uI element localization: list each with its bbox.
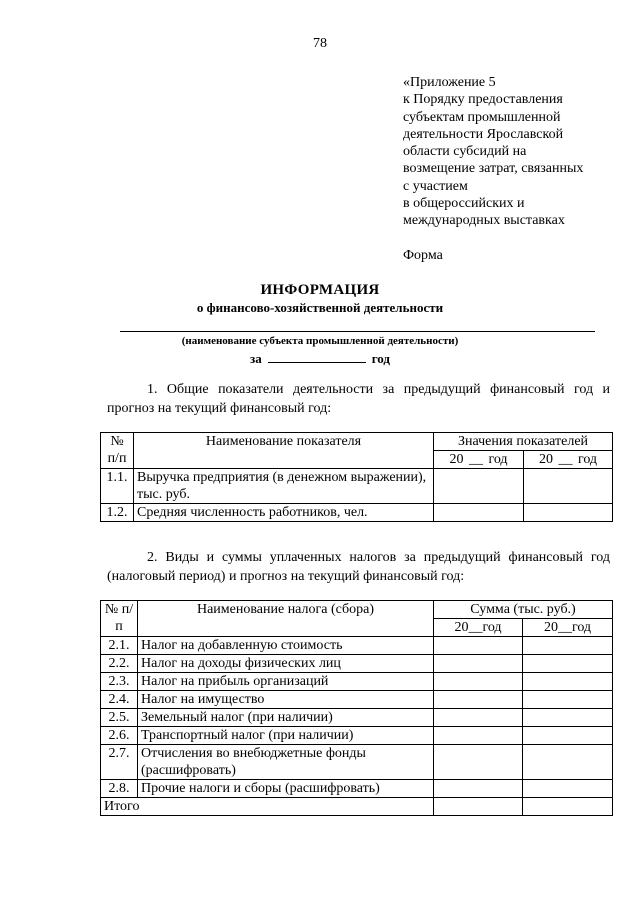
- value-cell[interactable]: [434, 727, 523, 745]
- table-header-row: [101, 433, 613, 451]
- value-cell[interactable]: [523, 709, 613, 727]
- value-cell[interactable]: [523, 798, 613, 816]
- header-values: Значения показателей: [434, 433, 613, 451]
- value-cell[interactable]: [434, 709, 523, 727]
- table-total-row: [101, 798, 613, 816]
- header-indicator-name: Наименование показателя: [134, 433, 434, 469]
- value-cell[interactable]: [523, 673, 613, 691]
- table-row: [101, 727, 613, 745]
- header-num: № п/п: [101, 601, 138, 637]
- value-cell[interactable]: [523, 691, 613, 709]
- appendix-line: области субсидий на: [403, 144, 527, 160]
- table-row: [101, 655, 613, 673]
- document-subtitle: о финансово-хозяйственной деятельности: [196, 300, 444, 315]
- header-year1: 20__год: [434, 619, 523, 637]
- row-name: Земельный налог (при наличии): [138, 709, 434, 727]
- header-year2: 20__год: [523, 619, 613, 637]
- subject-caption: (наименование субъекта промышленной деятельности): [181, 335, 459, 347]
- table-header-row: [101, 601, 613, 619]
- subject-name-line: [120, 331, 595, 332]
- indicators-table: [100, 432, 613, 522]
- table-row: [101, 673, 613, 691]
- value-cell[interactable]: [523, 727, 613, 745]
- form-label: Форма: [403, 248, 443, 263]
- year-blank: [268, 350, 366, 363]
- value-cell[interactable]: [434, 691, 523, 709]
- appendix-line: в общероссийских и: [403, 196, 525, 212]
- appendix-line: к Порядку предоставления: [403, 92, 563, 108]
- table-row: [101, 745, 613, 780]
- value-cell[interactable]: [523, 780, 613, 798]
- value-cell[interactable]: [434, 637, 523, 655]
- header-num: № п/п: [101, 433, 134, 469]
- row-name: Налог на имущество: [138, 691, 434, 709]
- header-sum: Сумма (тыс. руб.): [434, 601, 613, 619]
- table-row: [101, 637, 613, 655]
- row-num: 1.2.: [101, 504, 134, 522]
- year-prefix: за: [249, 351, 262, 366]
- value-cell[interactable]: [523, 655, 613, 673]
- row-num: 2.3.: [101, 673, 138, 691]
- row-num: 1.1.: [101, 469, 134, 504]
- header-year2: 20 __ год: [524, 451, 613, 469]
- row-num: 2.8.: [101, 780, 138, 798]
- table-row: [101, 469, 613, 504]
- value-cell[interactable]: [523, 637, 613, 655]
- row-num: 2.5.: [101, 709, 138, 727]
- value-cell[interactable]: [434, 469, 524, 504]
- row-name: Налог на доходы физических лиц: [138, 655, 434, 673]
- row-num: 2.1.: [101, 637, 138, 655]
- row-name: Налог на добавленную стоимость: [138, 637, 434, 655]
- taxes-table: [100, 600, 613, 816]
- table-row: [101, 504, 613, 522]
- value-cell[interactable]: [434, 655, 523, 673]
- value-cell[interactable]: [434, 745, 523, 780]
- header-tax-name: Наименование налога (сбора): [138, 601, 434, 637]
- row-num: 2.7.: [101, 745, 138, 780]
- value-cell[interactable]: [434, 798, 523, 816]
- appendix-line: возмещение затрат, связанных: [403, 161, 584, 177]
- row-name: Налог на прибыль организаций: [138, 673, 434, 691]
- appendix-line: субъектам промышленной: [403, 109, 561, 125]
- page-number: 78: [313, 36, 327, 51]
- value-cell[interactable]: [434, 780, 523, 798]
- appendix-line: деятельности Ярославской: [403, 126, 564, 142]
- table-row: [101, 709, 613, 727]
- row-num: 2.6.: [101, 727, 138, 745]
- section1-text: 1. Общие показатели деятельности за предыдущий финансовый год и прогноз на текущий финансовый год:: [107, 382, 610, 416]
- value-cell[interactable]: [524, 469, 613, 504]
- row-name: Выручка предприятия (в денежном выражении), тыс. руб.: [134, 469, 434, 504]
- year-line: [0, 350, 640, 367]
- row-num: 2.2.: [101, 655, 138, 673]
- total-label: Итого: [101, 798, 434, 816]
- table-row: [101, 691, 613, 709]
- appendix-line: с участием: [403, 178, 468, 194]
- row-name: Транспортный налог (при наличии): [138, 727, 434, 745]
- value-cell[interactable]: [524, 504, 613, 522]
- appendix-line: «Приложение 5: [403, 75, 496, 90]
- appendix-line: международных выставках: [403, 213, 565, 229]
- appendix-note: [403, 74, 633, 230]
- section2-text: 2. Виды и суммы уплаченных налогов за предыдущий финансовый год (налоговый период) и прогноз на текущий финансовый год:: [107, 550, 610, 584]
- table-row: [101, 780, 613, 798]
- row-name: Прочие налоги и сборы (расшифровать): [138, 780, 434, 798]
- row-name: Средняя численность работников, чел.: [134, 504, 434, 522]
- row-num: 2.4.: [101, 691, 138, 709]
- year-suffix: год: [371, 351, 390, 366]
- document-title: ИНФОРМАЦИЯ: [260, 282, 380, 298]
- header-year1: 20 __ год: [434, 451, 524, 469]
- row-name: Отчисления во внебюджетные фонды (расшифровать): [138, 745, 434, 780]
- value-cell[interactable]: [434, 504, 524, 522]
- value-cell[interactable]: [434, 673, 523, 691]
- value-cell[interactable]: [523, 745, 613, 780]
